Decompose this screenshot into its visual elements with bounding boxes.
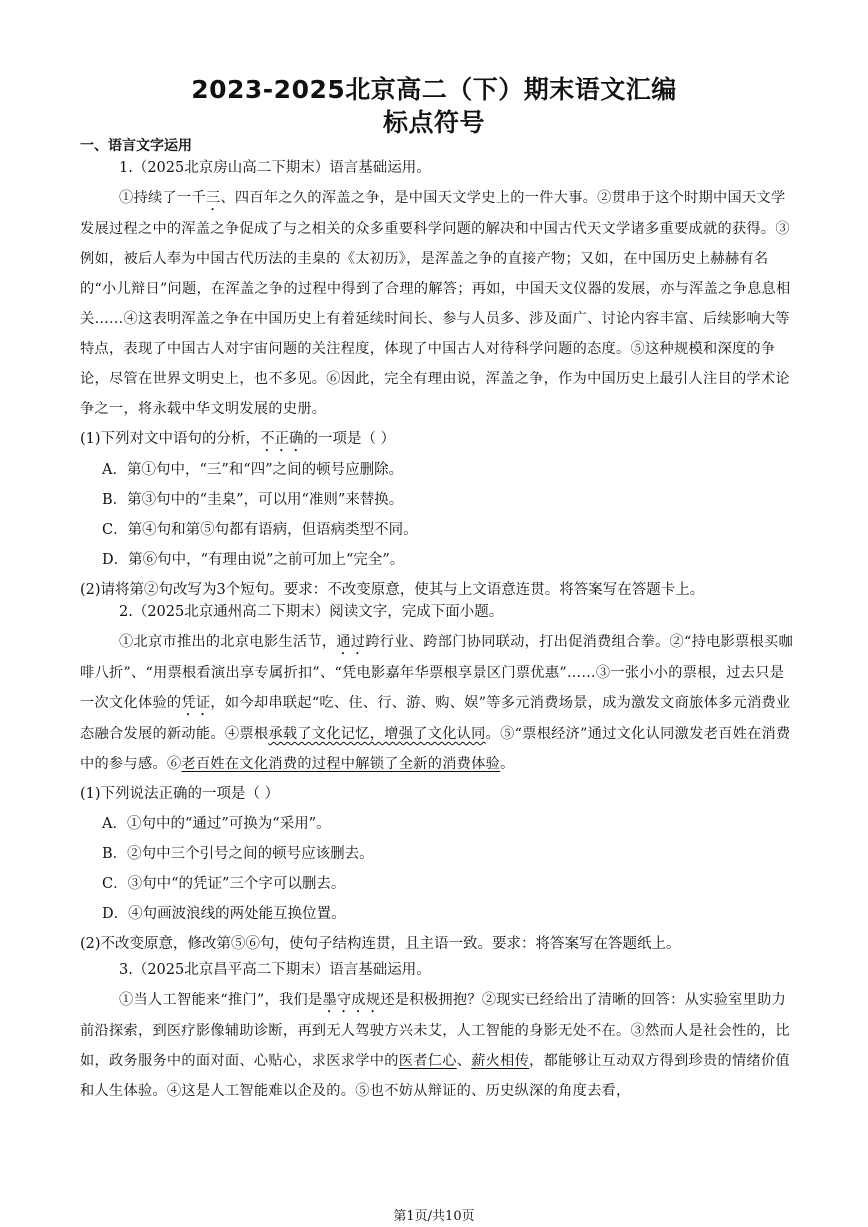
sub-question-text: 的一项是（ ） xyxy=(303,431,396,447)
option-d: D．第⑥句中，“有理由说”之前可加上“完全”。 xyxy=(102,552,405,568)
passage-text: ，都能够让互动双方得到珍贵的情绪价值和人生体验。④这是人工智能难以企及的。⑤也不妨从辩证的、历史纵深的角度去看， xyxy=(80,1053,790,1099)
emphasized-text: 三 xyxy=(205,190,221,206)
section-heading: 一、语言文字运用 xyxy=(80,138,192,154)
question-3-passage xyxy=(80,985,796,1106)
question-2-sub-2: (2)不改变原意，修改第⑤⑥句，使句子结构连贯，且主语一致。要求：将答案写在答题纸上。 xyxy=(80,936,681,952)
question-2-heading: 2.（2025北京通州高二下期末）阅读文字，完成下面小题。 xyxy=(119,604,504,620)
document-title: 2023-2025北京高二（下）期末语文汇编 xyxy=(191,75,677,104)
emphasized-text: 墨守成规 xyxy=(322,992,381,1008)
document-subtitle: 标点符号 xyxy=(382,108,485,137)
emphasized-text: 凭证 xyxy=(181,695,211,711)
passage-text: 。⑤“票根经济”通过文化认同激发老百姓在消费中的参与感。⑥ xyxy=(80,726,791,772)
wavy-underlined-text: 承载了文化记忆，增强了文化认同 xyxy=(268,726,486,742)
question-1-sub-1 xyxy=(80,424,796,455)
question-1-passage xyxy=(80,183,796,424)
question-3-heading: 3.（2025北京昌平高二下期末）语言基础运用。 xyxy=(119,962,431,978)
page-number: 第1页/共10页 xyxy=(393,1209,475,1224)
passage-text: 。 xyxy=(500,756,515,772)
passage-text: 、四百年之久的浑盖之争，是中国天文学史上的一件大事。②贯串于这个时期中国天文学发展过程之中的浑盖之争促成了与之相关的众多重要科学问题的解决和中国古代天文学诸多重要成就的获得。③例如，被后人奉为中国古代历法的圭臬的《太初历》，是浑盖之争的直接产物；又如，在中国历史上赫赫有名的“小儿辩日”问题，在浑盖之争的过程中得到了合理的解答；再如，中国天文仪器的发展，亦与浑盖之争息息相关……④这表明浑盖之争在中国历史上有着延续时间长、参与人员多、涉及面广、讨论内容丰富、后续影响大等特点，表现了中国古人对宇宙问题的关注程度，体现了中国古人对待科学问题的态度。⑤这种规模和深度的争论，尽管在世界文明史上，也不多见。⑥因此，完全有理由说，浑盖之争，作为中国历史上最引人注目的学术论争之一，将永载中华文明发展的史册。 xyxy=(80,190,791,417)
option-c: C．第④句和第⑤句都有语病，但语病类型不同。 xyxy=(102,522,418,538)
underlined-text: 医者仁心 xyxy=(398,1053,457,1069)
option-d: D．④句画波浪线的两处能互换位置。 xyxy=(102,906,346,922)
question-1-sub-2: (2)请将第②句改写为3个短句。要求：不改变原意，使其与上文语意连贯。将答案写在答题卡上。 xyxy=(80,582,705,598)
option-a: A．①句中的“通过”可换为“采用”。 xyxy=(102,816,331,832)
emphasized-text: 不正确 xyxy=(260,431,304,447)
question-2-sub-1: (1)下列说法正确的一项是（ ） xyxy=(80,786,280,802)
passage-text: 还是积极拥抱？②现实已经给出了清晰的回答：从实验室里助力前沿探索，到医疗影像辅助诊断，再到无人驾驶方兴未艾，人工智能的身影无处不在。③然而人是社会性的，比如，政务服务中的面对面、心贴心，求医求学中的 xyxy=(80,992,790,1069)
passage-text: ，如今却串联起“吃、住、行、游、购、娱”等多元消费场景，成为激发文商旅体多元消费业态融合发展的新动能。④票根 xyxy=(80,695,791,742)
question-2-passage xyxy=(80,627,796,779)
option-b: B．第③句中的“圭臬”，可以用“准则”来替换。 xyxy=(102,492,404,508)
underlined-text: 薪火相传 xyxy=(471,1053,530,1069)
passage-text: ①北京市推出的北京电影生活节， xyxy=(119,634,337,650)
sub-question-text: (1)下列对文中语句的分析， xyxy=(80,431,261,447)
question-1-heading: 1.（2025北京房山高二下期末）语言基础运用。 xyxy=(119,160,431,176)
passage-text: 跨行业、跨部门协同联动，打出促消费组合拳。②“持电影票根买咖啡八折”、“用票根看演出享专属折扣”、“凭电影嘉年华票根享景区门票优惠”……③一张小小的票根，过去只是一次文化体验的 xyxy=(80,634,794,711)
underlined-text: 老百姓在文化消费的过程中解锁了全新的消费体验 xyxy=(181,756,501,772)
question-2 xyxy=(80,597,796,959)
passage-text: 、 xyxy=(456,1053,472,1069)
passage-text: ①当人工智能来“推门”，我们是 xyxy=(119,992,323,1008)
emphasized-text: 通过 xyxy=(336,634,366,650)
option-c: C．③句中“的凭证”三个字可以删去。 xyxy=(102,876,346,892)
question-3 xyxy=(80,955,796,1106)
passage-text: ①持续了一千 xyxy=(119,190,206,206)
option-a: A．第①句中，“三”和“四”之间的顿号应删除。 xyxy=(102,462,404,478)
option-b: B．②句中三个引号之间的顿号应该删去。 xyxy=(102,846,374,862)
question-1 xyxy=(80,153,796,605)
